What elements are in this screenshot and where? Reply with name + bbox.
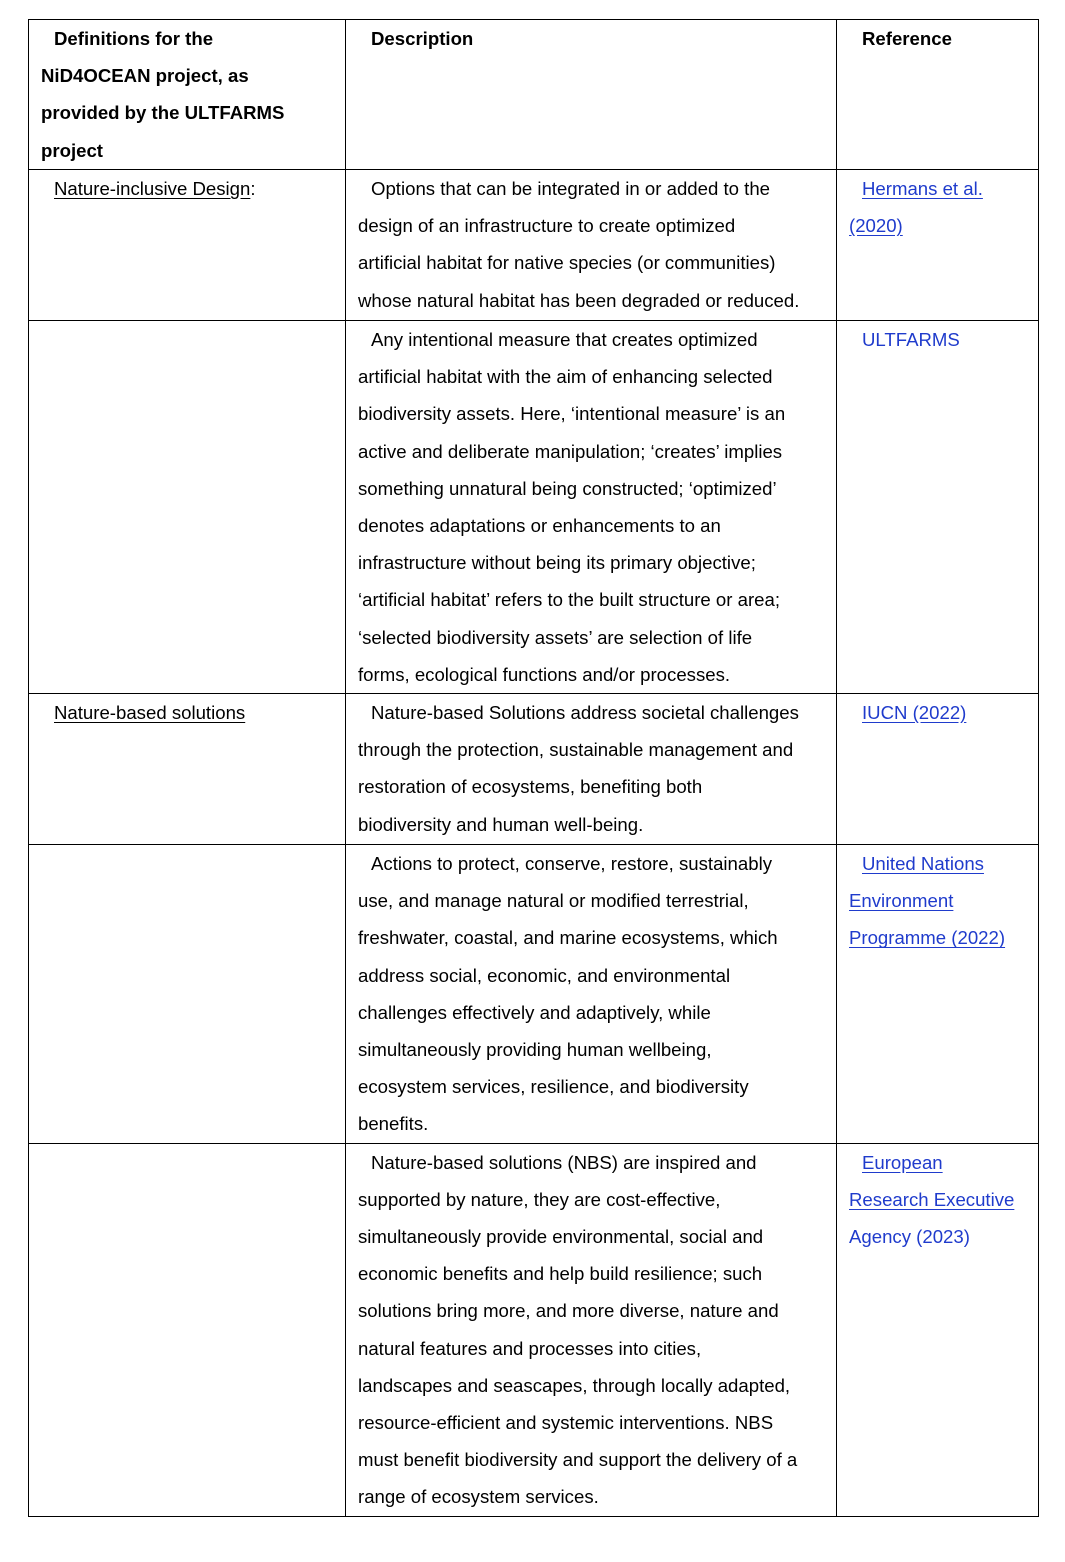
description-line: biodiversity and human well-being.: [358, 813, 644, 835]
reference-link[interactable]: IUCN (2022): [862, 702, 967, 724]
description-line: benefits.: [358, 1113, 429, 1135]
description-line: simultaneously provide environmental, social and: [358, 1226, 764, 1248]
header-reference-label: Reference: [862, 28, 952, 49]
description-line: must benefit biodiversity and support the delivery of a: [358, 1449, 798, 1471]
term-label: Nature-based solutions: [54, 702, 246, 724]
description-line: Options that can be integrated in or added to the: [371, 178, 771, 199]
header-definitions-line: Definitions for the: [54, 28, 214, 49]
table-row: [29, 170, 1039, 321]
description-line: resource-efficient and systemic interventions. NBS: [358, 1412, 774, 1434]
term-suffix: :: [250, 178, 256, 199]
table-row: [29, 1143, 1039, 1516]
reference-link[interactable]: Agency (2023): [849, 1226, 970, 1248]
description-line: ‘artificial habitat’ refers to the built structure or area;: [358, 589, 780, 611]
header-definitions-line: NiD4OCEAN project, as: [41, 65, 249, 87]
table-row: [29, 694, 1039, 845]
header-definitions-line: project: [41, 139, 103, 161]
reference-cell: [837, 694, 1039, 845]
description-line: Nature-based Solutions address societal challenges: [371, 702, 799, 724]
table-row: [29, 321, 1039, 694]
reference-cell: [837, 845, 1039, 1144]
reference-link[interactable]: Environment: [849, 890, 954, 912]
description-cell: [346, 170, 837, 321]
reference-cell: [837, 170, 1039, 321]
description-line: freshwater, coastal, and marine ecosystems, which: [358, 927, 778, 949]
description-line: economic benefits and help build resilience; such: [358, 1263, 763, 1285]
description-line: address social, economic, and environmental: [358, 964, 731, 986]
description-line: restoration of ecosystems, benefiting both: [358, 776, 703, 798]
header-description: [346, 20, 837, 170]
description-line: simultaneously providing human wellbeing,: [358, 1039, 712, 1061]
description-line: artificial habitat with the aim of enhancing selected: [358, 366, 773, 388]
description-line: Actions to protect, conserve, restore, sustainably: [371, 853, 772, 875]
description-line: infrastructure without being its primary objective;: [358, 552, 756, 574]
description-line: forms, ecological functions and/or processes.: [358, 663, 731, 685]
description-cell: [346, 1143, 837, 1516]
reference-link[interactable]: Hermans et al.: [862, 178, 983, 199]
description-cell: [346, 321, 837, 694]
reference-link[interactable]: Programme (2022): [849, 927, 1006, 949]
description-line: Any intentional measure that creates optimized: [371, 329, 758, 350]
description-line: artificial habitat for native species (or communities): [358, 252, 776, 274]
reference-link[interactable]: Research Executive: [849, 1188, 1015, 1210]
reference-link[interactable]: United Nations: [862, 853, 984, 875]
description-line: denotes adaptations or enhancements to an: [358, 515, 721, 537]
description-line: challenges effectively and adaptively, while: [358, 1001, 711, 1023]
definitions-table: [28, 19, 1039, 1517]
description-line: ‘selected biodiversity assets’ are selection of life: [358, 626, 753, 648]
term-cell: [29, 321, 346, 694]
description-line: biodiversity assets. Here, ‘intentional measure’ is an: [358, 403, 786, 425]
description-line: active and deliberate manipulation; ‘creates’ implies: [358, 440, 783, 462]
table-row: [29, 845, 1039, 1144]
header-description-label: Description: [371, 28, 474, 49]
description-line: through the protection, sustainable management and: [358, 739, 794, 761]
header-definitions: [29, 20, 346, 170]
reference-cell: [837, 1143, 1039, 1516]
reference-cell: [837, 321, 1039, 694]
description-line: Nature-based solutions (NBS) are inspired and: [371, 1151, 757, 1173]
reference-link[interactable]: European: [862, 1151, 943, 1173]
table-header-row: [29, 20, 1039, 170]
description-line: range of ecosystem services.: [358, 1486, 599, 1508]
description-line: whose natural habitat has been degraded or reduced.: [358, 289, 800, 311]
description-cell: [346, 845, 837, 1144]
description-line: design of an infrastructure to create optimized: [358, 215, 736, 237]
description-line: something unnatural being constructed; ‘optimized’: [358, 477, 777, 499]
term-label: Nature-inclusive Design: [54, 178, 251, 199]
description-line: ecosystem services, resilience, and biodiversity: [358, 1076, 749, 1098]
term-cell: [29, 694, 346, 845]
term-cell: [29, 170, 346, 321]
description-line: supported by nature, they are cost-effective,: [358, 1188, 721, 1210]
header-definitions-line: provided by the ULTFARMS: [41, 102, 285, 124]
description-line: use, and manage natural or modified terrestrial,: [358, 890, 749, 912]
header-reference: [837, 20, 1039, 170]
reference-link[interactable]: (2020): [849, 215, 903, 237]
description-line: natural features and processes into cities,: [358, 1337, 702, 1359]
term-cell: [29, 845, 346, 1144]
reference-text: ULTFARMS: [862, 329, 960, 350]
term-cell: [29, 1143, 346, 1516]
description-cell: [346, 694, 837, 845]
description-line: landscapes and seascapes, through locally adapted,: [358, 1374, 791, 1396]
description-line: solutions bring more, and more diverse, nature and: [358, 1300, 779, 1322]
